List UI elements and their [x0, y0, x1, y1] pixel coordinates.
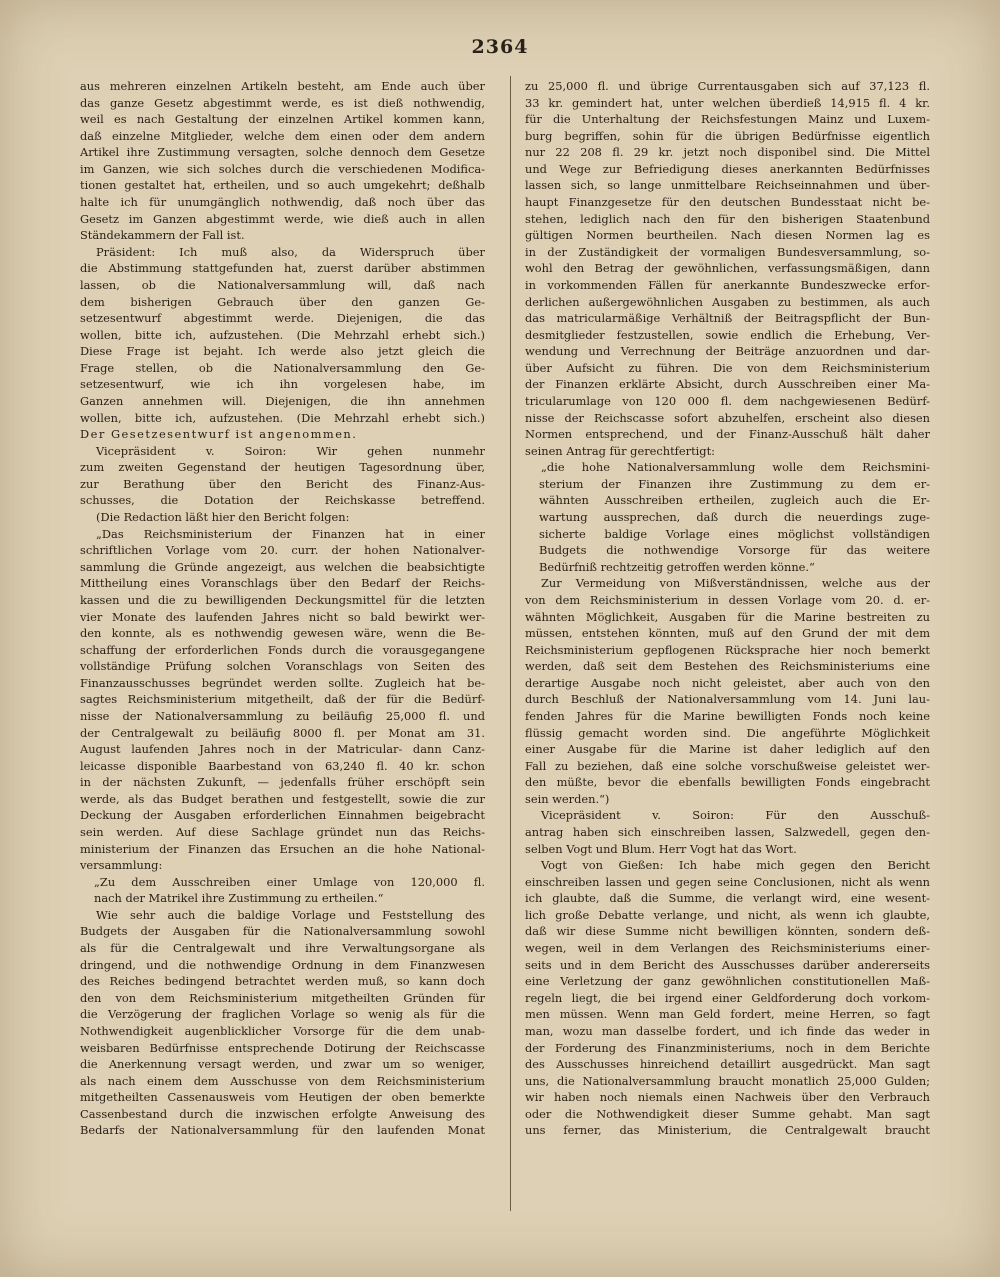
text-line: die Abstimmung stattgefunden hat, zuerst darüber abstimmen: [80, 261, 485, 276]
right-text-column: [525, 78, 930, 1139]
text-line: wegen, weil in dem Verlangen des Reichsministeriums einer-: [525, 941, 930, 956]
text-line: versammlung:: [80, 858, 163, 873]
text-line: seinen Antrag für gerechtfertigt:: [525, 443, 716, 458]
text-line: wähnten Möglichkeit, Ausgaben für die Marine bestreiten zu: [525, 609, 930, 624]
text-line: men müssen. Wenn man Geld fordert, meine Herren, so fagt: [525, 1007, 930, 1022]
text-line: wartung aussprechen, daß durch die neuerdings zuge-: [539, 510, 930, 525]
text-line: die Anerkennung versagt werden, und zwar um so weniger,: [80, 1057, 485, 1072]
text-line: derlichen außergewöhnlichen Ausgaben zu bestimmen, als auch: [525, 294, 930, 309]
text-line: wollen, bitte ich, aufzustehen. (Die Mehrzahl erhebt sich.): [80, 327, 485, 342]
text-line: tricularumlage von 120 000 fl. dem nachgewiesenen Bedürf-: [525, 393, 930, 408]
text-line: Vicepräsident v. Soiron: Wir gehen nunmehr: [96, 443, 485, 458]
text-line: zum zweiten Gegenstand der heutigen Tagesordnung über,: [80, 460, 485, 475]
text-line: setzesentwurf, wie ich ihn vorgelesen habe, im: [80, 377, 485, 392]
text-line: fenden Jahres für die Marine bewilligten Fonds noch keine: [525, 708, 930, 723]
text-line: haupt Finanzgesetze für den deutschen Bundesstaat nicht be-: [525, 195, 930, 210]
text-line: in vorkommenden Fällen für anerkannte Bundeszwecke erfor-: [525, 277, 930, 292]
text-line: sterium der Finanzen ihre Zustimmung zu dem er-: [539, 476, 930, 491]
text-line: in der Zuständigkeit der vormaligen Bundesversammlung, so-: [525, 244, 930, 259]
text-line: tionen gestaltet hat, ertheilen, und so auch umgekehrt; deßhalb: [80, 178, 485, 193]
text-line: mitgetheilten Cassenausweis vom Heutigen der oben bemerkte: [80, 1090, 485, 1105]
text-line: „Zu dem Ausschreiben einer Umlage von 120,000 fl.: [94, 874, 485, 889]
text-line: schaffung der erforderlichen Fonds durch die vorausgegangene: [80, 642, 485, 657]
text-line: der Forderung des Finanzministeriums, noch in dem Berichte: [525, 1040, 930, 1055]
text-line: Budgets die nothwendige Vorsorge für das weitere: [539, 543, 930, 558]
page-number: 2364: [471, 36, 529, 58]
text-line: leicasse disponible Baarbestand von 63,240 fl. 40 kr. schon: [80, 758, 485, 773]
text-line: lassen sich, so lange unmittelbare Reichseinnahmen und über-: [525, 178, 930, 193]
text-line: daß einzelne Mitglieder, welche dem einen oder dem andern: [80, 128, 485, 143]
text-line: wohl den Betrag der gewöhnlichen, verfassungsmäßigen, dann: [525, 261, 930, 276]
text-line: Budgets der Ausgaben für die Nationalversammlung sowohl: [80, 924, 485, 939]
text-line: Gesetz im Ganzen abgestimmt werde, wie dieß auch in allen: [80, 211, 485, 226]
text-line: Frage stellen, ob die Nationalversammlung den Ge-: [80, 360, 485, 375]
text-line: kassen und die zu bewilligenden Deckungsmittel für die letzten: [80, 592, 485, 607]
text-line: Wie sehr auch die baldige Vorlage und Feststellung des: [96, 907, 485, 922]
text-line: flüssig gemacht worden sind. Die angeführte Möglichkeit: [525, 725, 930, 740]
text-line: Mittheilung eines Voranschlags über den Bedarf der Reichs-: [80, 576, 485, 591]
text-line: des Reiches bedingend betrachtet werden muß, so kann doch: [80, 974, 485, 989]
text-line: sicherte baldige Vorlage eines möglichst vollständigen: [539, 526, 930, 541]
column-divider: [510, 76, 511, 1211]
text-line: nisse der Reichscasse sofort abzuhelfen, erscheint also diesen: [525, 410, 930, 425]
text-line: nur 22 208 fl. 29 kr. jetzt noch disponibel sind. Die Mittel: [525, 145, 930, 160]
text-line: werde, als das Budget berathen und festgestellt, sowie die zur: [80, 791, 485, 806]
text-line: Zur Vermeidung von Mißverständnissen, welche aus der: [541, 576, 930, 591]
text-line: regeln liegt, die bei irgend einer Geldforderung doch vorkom-: [525, 990, 930, 1005]
text-line: lassen, ob die Nationalversammlung will, daß nach: [80, 277, 485, 292]
text-line: Ganzen annehmen will. Diejenigen, die ihn annehmen: [80, 393, 485, 408]
text-line: „die hohe Nationalversammlung wolle dem Reichsmini-: [541, 460, 930, 475]
text-line: desmitglieder festzustellen, sowie endlich die Erhebung, Ver-: [525, 327, 930, 342]
text-line: die Verzögerung der fraglichen Vorlage so wenig als für die: [80, 1007, 485, 1022]
text-line: einer Ausgabe für die Marine ist daher lediglich auf den: [525, 742, 930, 757]
text-line: (Die Redaction läßt hier den Bericht folgen:: [96, 510, 350, 525]
text-line: sammlung die Gründe angezeigt, aus welchen die beabsichtigte: [80, 559, 485, 574]
text-line: wollen, bitte ich, aufzustehen. (Die Mehrzahl erhebt sich.): [80, 410, 485, 425]
text-line: Fall zu beziehen, daß eine solche vorschußweise geleistet wer-: [525, 758, 930, 773]
text-line: zur Berathung über den Bericht des Finanz-Aus-: [80, 476, 485, 491]
text-line: Nothwendigkeit augenblicklicher Vorsorge für die dem unab-: [80, 1023, 485, 1038]
text-line: vollständige Prüfung solchen Voranschlags von Seiten des: [80, 659, 485, 674]
text-line: wir haben noch niemals einen Nachweis über den Verbrauch: [525, 1090, 930, 1105]
text-line: der Finanzen erklärte Absicht, durch Ausschreiben einer Ma-: [525, 377, 930, 392]
text-line: selben Vogt und Blum. Herr Vogt hat das Wort.: [525, 841, 797, 856]
text-line: wendung und Verrechnung der Beiträge anzuordnen und dar-: [525, 344, 930, 359]
text-line: schusses, die Dotation der Reichskasse betreffend.: [80, 493, 485, 508]
text-line: sagtes Reichsministerium mitgetheilt, daß der für die Bedürf-: [80, 692, 485, 707]
text-line: oder die Nothwendigkeit dieser Summe gehabt. Man sagt: [525, 1106, 930, 1121]
text-line: August laufenden Jahres noch in der Matricular- dann Canz-: [80, 742, 485, 757]
text-line: sein werden.“): [525, 791, 610, 806]
text-line: aus mehreren einzelnen Artikeln besteht, am Ende auch über: [80, 79, 485, 93]
text-line: ich glaubte, daß die Summe, die verlangt wird, eine wesent-: [525, 891, 930, 906]
text-line: als für die Centralgewalt und ihre Verwaltungsorgane als: [80, 941, 485, 956]
text-line: derartige Ausgabe noch nicht geleistet, aber auch von den: [525, 675, 930, 690]
text-line: einschreiben lassen und gegen seine Conclusionen, nicht als wenn: [525, 874, 930, 889]
text-line: den von dem Reichsministerium mitgetheilten Gründen für: [80, 990, 485, 1005]
text-line: Bedarfs der Nationalversammlung für den laufenden Monat: [80, 1123, 485, 1138]
text-line: seits und in dem Bericht des Ausschusses darüber andererseits: [525, 957, 930, 972]
text-line: ministerium der Finanzen das Ersuchen an die hohe National-: [80, 841, 485, 856]
text-line: nisse der Nationalversammlung zu beiläufig 25,000 fl. und: [80, 708, 485, 723]
text-line: uns ferner, das Ministerium, die Centralgewalt braucht: [525, 1123, 930, 1138]
text-line: gültigen Normen beurtheilen. Nach diesen Normen lag es: [525, 228, 930, 243]
text-line: den konnte, als es nothwendig gewesen wäre, wenn die Be-: [80, 626, 485, 641]
text-line: über Aufsicht zu führen. Die von dem Reichsministerium: [525, 360, 930, 375]
text-line: Vogt von Gießen: Ich habe mich gegen den Bericht: [541, 858, 930, 873]
text-line: setzesentwurf abgestimmt werde. Diejenigen, die das: [80, 311, 485, 326]
text-line: eine Verletzung der ganz gewöhnlichen constitutionellen Maß-: [525, 974, 930, 989]
text-line: dem bisherigen Gebrauch über den ganzen Ge-: [80, 294, 485, 309]
text-line: wähnten Ausschreiben ertheilen, zugleich auch die Er-: [539, 493, 930, 508]
text-line: daß wir diese Summe nicht bewilligen könnten, sondern deß-: [525, 924, 930, 939]
text-line: durch Beschluß der Nationalversammlung vom 14. Juni lau-: [525, 692, 930, 707]
text-line: als nach einem dem Ausschusse von dem Reichsministerium: [80, 1073, 485, 1088]
text-line: sein werden. Auf diese Sachlage gründet nun das Reichs-: [80, 825, 485, 840]
text-line: im Ganzen, wie sich solches durch die verschiedenen Modifica-: [80, 161, 485, 176]
text-line: „Das Reichsministerium der Finanzen hat in einer: [96, 526, 485, 541]
text-line: Bedürfniß rechtzeitig getroffen werden könne.“: [539, 559, 815, 574]
text-line: Reichsministerium gepflogenen Rücksprache hier noch bemerkt: [525, 642, 930, 657]
text-line: nach der Matrikel ihre Zustimmung zu ertheilen.“: [94, 891, 384, 906]
text-line: weil es nach Gestaltung der einzelnen Artikel kommen kann,: [80, 112, 485, 127]
text-line: dringend, und die nothwendige Ordnung in dem Finanzwesen: [80, 957, 485, 972]
text-line: werden, daß seit dem Bestehen des Reichsministeriums eine: [525, 659, 930, 674]
text-line: von dem Reichsministerium in dessen Vorlage vom 20. d. er-: [525, 592, 930, 607]
text-line: Präsident: Ich muß also, da Widerspruch über: [96, 244, 485, 259]
text-line: Deckung der Ausgaben erforderlichen Einnahmen beigebracht: [80, 808, 485, 823]
text-line: burg begriffen, sohin für die übrigen Bedürfnisse eigentlich: [525, 128, 930, 143]
text-line: für die Unterhaltung der Reichsfestungen Mainz und Luxem-: [525, 112, 930, 127]
text-line: halte ich für unumgänglich nothwendig, daß noch über das: [80, 195, 485, 210]
text-line: Diese Frage ist bejaht. Ich werde also jetzt gleich die: [80, 344, 485, 359]
text-line: 33 kr. gemindert hat, unter welchen überdieß 14,915 fl. 4 kr.: [525, 95, 930, 110]
left-text-column: [80, 78, 485, 1139]
text-line: vier Monate des laufenden Jahres nicht so bald bewirkt wer-: [80, 609, 485, 624]
text-line: den müßte, bevor die ebenfalls bewilligten Fonds eingebracht: [525, 775, 930, 790]
text-line: Normen entsprechend, und der Finanz-Ausschuß hält daher: [525, 427, 930, 442]
text-line: Finanzausschusses begründet werden sollte. Zugleich hat be-: [80, 675, 485, 690]
text-line: müssen, entstehen könnten, muß auf den Grund der mit dem: [525, 626, 930, 641]
text-line: das matricularmäßige Verhältniß der Beitragspflicht der Bun-: [525, 311, 930, 326]
text-line: stehen, lediglich nach den für den bisherigen Staatenbund: [525, 211, 930, 226]
text-line: das ganze Gesetz abgestimmt werde, es ist dieß nothwendig,: [80, 95, 485, 110]
text-line: des Ausschusses hinreichend detaillirt ausgedrückt. Man sagt: [525, 1057, 930, 1072]
text-line: Der Gesetzesentwurf ist angenommen.: [80, 427, 358, 442]
text-line: zu 25,000 fl. und übrige Currentausgaben sich auf 37,123 fl.: [525, 79, 930, 93]
text-line: weisbaren Bedürfnisse entsprechende Dotirung der Reichscasse: [80, 1040, 485, 1055]
text-line: lich große Debatte verlange, und nicht, als wenn ich glaubte,: [525, 907, 930, 922]
text-line: der Centralgewalt zu beiläufig 8000 fl. per Monat am 31.: [80, 725, 485, 740]
text-line: Artikel ihre Zustimmung versagten, solche dennoch dem Gesetze: [80, 145, 485, 160]
text-line: in der nächsten Zukunft, — jedenfalls früher erschöpft sein: [80, 775, 485, 790]
text-line: antrag haben sich einschreiben lassen, Salzwedell, gegen den-: [525, 825, 930, 840]
text-line: Ständekammern der Fall ist.: [80, 228, 245, 243]
text-line: schriftlichen Vorlage vom 20. curr. der hohen Nationalver-: [80, 543, 485, 558]
text-line: und Wege zur Befriedigung dieses anerkannten Bedürfnisses: [525, 161, 930, 176]
text-line: Cassenbestand durch die inzwischen erfolgte Anweisung des: [80, 1106, 485, 1121]
text-line: Vicepräsident v. Soiron: Für den Ausschuß-: [541, 808, 930, 823]
text-line: man, wozu man dasselbe fordert, und ich finde das weder in: [525, 1023, 930, 1038]
text-line: uns, die Nationalversammlung braucht monatlich 25,000 Gulden;: [525, 1073, 930, 1088]
